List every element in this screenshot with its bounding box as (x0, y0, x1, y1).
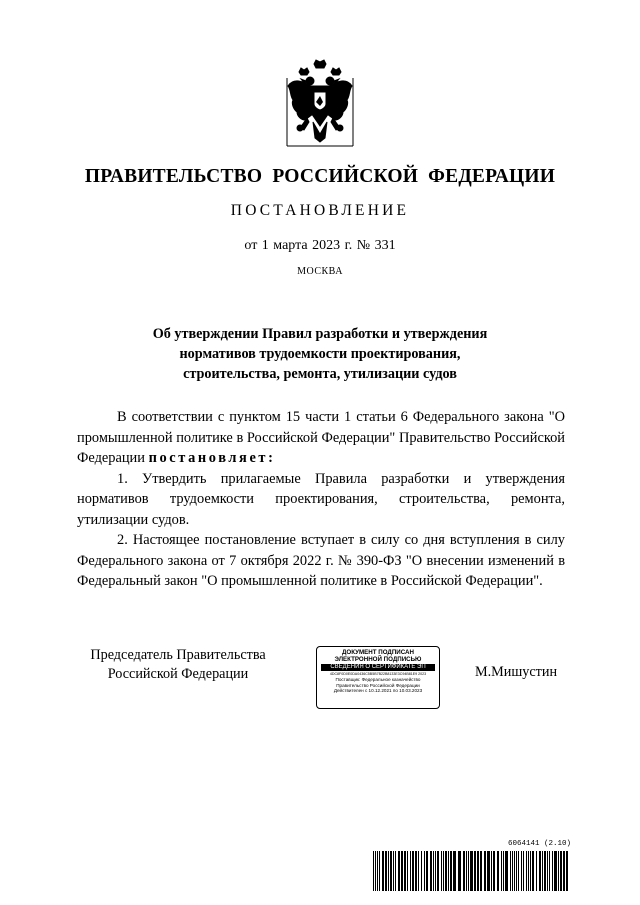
chairman-title (78, 646, 278, 684)
coat-of-arms-icon (285, 58, 355, 150)
subject-line: Об утверждении Правил разработки и утверждения (152, 326, 488, 342)
stamp-serial: 4DC8F0D0E0DA0436C5B5B7B22B8133E3C94B81E9 2023 (329, 672, 427, 676)
stamp-supplier: Поставщик: Федеральное казначейство (335, 677, 421, 682)
stamp-line: ДОКУМЕНТ ПОДПИСАН (342, 649, 414, 656)
subject-line: строительства, ремонта, утилизации судов (183, 366, 457, 382)
subject-line: нормативов трудоемкости проектирования, (179, 346, 461, 362)
stamp-certificate-bar: СВЕДЕНИЯ О СЕРТИФИКАТЕ ЭП (321, 664, 435, 671)
document-code: 6064141 (2.10) (508, 840, 572, 848)
government-title: ПРАВИТЕЛЬСТВО РОССИЙСКОЙ ФЕДЕРАЦИИ (84, 166, 556, 187)
resolution-verb: постановляет: (148, 450, 276, 466)
date-number: от 1 марта 2023 г. № 331 (244, 238, 396, 253)
stamp-owner: Правительство Российской Федерации (336, 682, 420, 688)
electronic-signature-stamp (316, 646, 440, 709)
city-label: МОСКВА (297, 266, 343, 277)
document-body (77, 407, 565, 592)
chairman-title-line: Российской Федерации (107, 666, 249, 682)
body-paragraph: 1. Утвердить прилагаемые Правила разработки и утверждения нормативов трудоемкости проектирования, строительства, ремонта, утилизации судов. (77, 470, 565, 528)
document-type: ПОСТАНОВЛЕНИЕ (230, 202, 410, 219)
body-paragraph (77, 407, 565, 469)
chairman-title-line: Председатель Правительства (90, 647, 266, 663)
stamp-validity: Действителен с 10.12.2021 по 10.03.2023 (333, 688, 423, 694)
document-subject (0, 324, 640, 384)
paragraph-text: В соответствии с пунктом 15 части 1 статьи 6 Федерального закона "О промышленной политике в Российской Федерации" Правительство Российской Федерации (77, 409, 565, 466)
body-paragraph: 2. Настоящее постановление вступает в силу со дня вступления в силу Федерального закона от 7 октября 2022 г. № 390-ФЗ "О внесении изменений в Федеральный закон "О промышленной политике в Российской Федерации". (77, 532, 565, 589)
stamp-line: ЭЛЕКТРОННОЙ ПОДПИСЬЮ (334, 656, 422, 663)
barcode-icon (373, 851, 568, 891)
signer-name: М.Мишустин (475, 664, 558, 680)
